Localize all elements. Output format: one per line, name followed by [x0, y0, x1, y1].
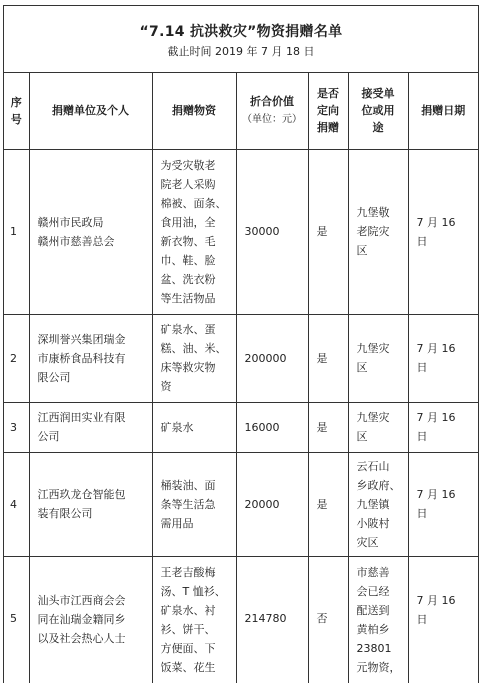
header-directed: 是否 定向 捐赠: [308, 73, 348, 149]
cell-serial-number: 5: [4, 556, 29, 683]
cell-goods: 矿泉水: [152, 402, 236, 452]
header-value-unit: （单位：元）: [242, 114, 302, 126]
header-recipient: 接受单 位或用 途: [348, 73, 408, 149]
table-row: [4, 556, 478, 683]
header-date: 捐赠日期: [408, 73, 478, 149]
cell-date: 7 月 16 日: [408, 149, 478, 314]
cell-donor: 江西润田实业有限 公司: [29, 402, 152, 452]
cell-recipient: 九堡灾 区: [348, 314, 408, 402]
cell-donor: 深圳誉兴集团瑞金 市康桥食品科技有 限公司: [29, 314, 152, 402]
cell-directed: 是: [308, 149, 348, 314]
cell-date: 7 月 16 日: [408, 314, 478, 402]
cell-goods: 王老吉酸梅 汤、T 恤衫、 矿泉水、衬 衫、饼干、 方便面、下 饭菜、花生: [152, 556, 236, 683]
cell-donor: 江西玖龙仓智能包 装有限公司: [29, 452, 152, 556]
cell-date: 7 月 16 日: [408, 556, 478, 683]
cell-value: 200000: [236, 314, 308, 402]
donation-list-document: [3, 5, 479, 683]
header-goods: 捐赠物资: [152, 73, 236, 149]
header-serial-number: 序 号: [4, 73, 29, 149]
cell-directed: 是: [308, 402, 348, 452]
cell-value: 30000: [236, 149, 308, 314]
cell-goods: 矿泉水、蛋 糕、油、米、 床等救灾物 资: [152, 314, 236, 402]
header-value: 折合价值 （单位：元）: [236, 73, 308, 149]
table-header-row: [4, 73, 478, 149]
cell-serial-number: 2: [4, 314, 29, 402]
cell-serial-number: 4: [4, 452, 29, 556]
document-header: [4, 6, 478, 73]
document-subtitle: 截止时间 2019 年 7 月 18 日: [167, 45, 315, 58]
cell-recipient: 市慈善 会已经 配送到 黄柏乡 23801 元物资，: [348, 556, 408, 683]
document-title: “7.14 抗洪救灾”物资捐赠名单: [139, 24, 343, 40]
table-row: [4, 452, 478, 556]
cell-value: 16000: [236, 402, 308, 452]
cell-recipient: 九堡敬 老院灾 区: [348, 149, 408, 314]
cell-serial-number: 1: [4, 149, 29, 314]
cell-donor: 汕头市江西商会会 同在汕瑞金籍同乡 以及社会热心人士: [29, 556, 152, 683]
table-row: [4, 314, 478, 402]
cell-donor: 赣州市民政局 赣州市慈善总会: [29, 149, 152, 314]
cell-goods: 为受灾敬老 院老人采购 棉被、面条、 食用油，全 新衣物、毛 巾、鞋、脸 盆、洗衣粉 等生活物品: [152, 149, 236, 314]
cell-directed: 是: [308, 314, 348, 402]
cell-directed: 否: [308, 556, 348, 683]
table-row: [4, 402, 478, 452]
cell-goods: 桶装油、面 条等生活急 需用品: [152, 452, 236, 556]
cell-serial-number: 3: [4, 402, 29, 452]
cell-recipient: 云石山 乡政府、 九堡镇 小陂村 灾区: [348, 452, 408, 556]
cell-date: 7 月 16 日: [408, 452, 478, 556]
table-row: [4, 149, 478, 314]
donation-table: [4, 73, 478, 683]
cell-value: 20000: [236, 452, 308, 556]
cell-value: 214780: [236, 556, 308, 683]
cell-recipient: 九堡灾 区: [348, 402, 408, 452]
cell-date: 7 月 16 日: [408, 402, 478, 452]
cell-directed: 是: [308, 452, 348, 556]
header-donor: 捐赠单位及个人: [29, 73, 152, 149]
